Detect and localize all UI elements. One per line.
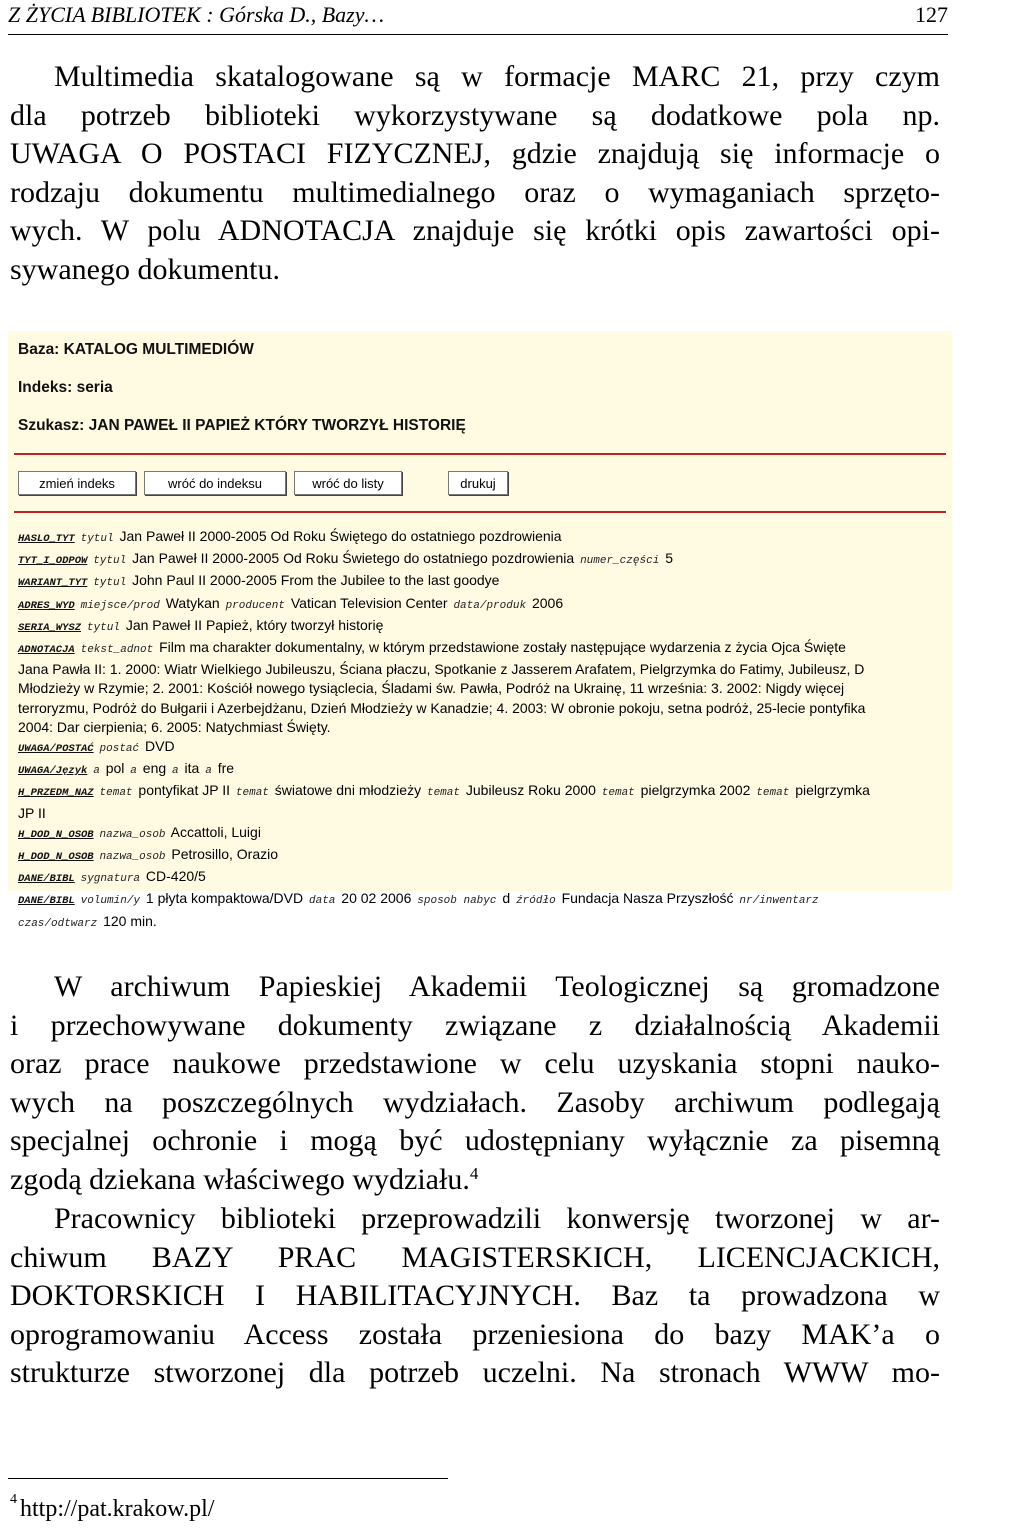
paragraph-line: wych. W polu ADNOTACJA znajduje się krótki opis zawartości opi- <box>10 214 940 248</box>
catalog-record-row <box>18 571 1018 593</box>
paragraph-multimedia <box>10 58 940 290</box>
divider <box>14 511 946 513</box>
back-to-list-button[interactable]: wróć do listy <box>294 471 402 495</box>
catalog-record-row <box>18 616 1018 638</box>
paragraph-line: DOKTORSKICH I HABILITACYJNYCH. Baz ta prowadzona w <box>10 1279 940 1313</box>
catalog-record-row <box>18 823 1018 845</box>
running-header <box>8 0 948 35</box>
paragraph-line-text: zgodą dziekana właściwego wydziału. <box>10 1162 470 1196</box>
catalog-record-row <box>18 549 1018 571</box>
subfield-label: sposob nabyc <box>417 895 497 908</box>
subfield-label: tekst_adnot <box>80 644 154 657</box>
subfield-label: sygnatura <box>80 873 141 886</box>
subfield-value: 1 płyta kompaktowa/DVD <box>145 890 304 907</box>
subfield-value: CD-420/5 <box>145 868 206 885</box>
field-tag: H_PRZEDM_NAZ <box>18 787 94 800</box>
subfield-label: tytul <box>93 577 127 590</box>
subfield-label: a <box>130 765 137 778</box>
catalog-screenshot <box>8 331 952 930</box>
paragraph-line: strukturze stworzonej dla potrzeb uczelni. Na stronach WWW mo- <box>10 1356 940 1390</box>
subfield-value: pielgrzymka 2002 <box>640 782 751 799</box>
catalog-record-row <box>18 527 1018 549</box>
catalog-record-row <box>18 737 1018 759</box>
continuation-text: 120 min. <box>103 912 157 929</box>
paragraph-line: oprogramowaniu Access została przeniesiona do bazy MAK’a o <box>10 1317 940 1351</box>
subfield-value: Jan Paweł II 2000-2005 Od Roku Świetego do ostatniego pozdrowienia <box>132 550 575 567</box>
subfield-label: tytul <box>93 555 127 568</box>
subfield-label: numer_części <box>580 555 660 568</box>
subfield-value: Fundacja Nasza Przyszłość <box>561 890 734 907</box>
catalog-record-list <box>18 527 1018 934</box>
field-tag: UWAGA/POSTAĆ <box>18 743 94 756</box>
print-button[interactable]: drukuj <box>448 471 508 495</box>
footnote <box>10 1492 215 1523</box>
subfield-label: postać <box>99 743 140 756</box>
subfield-label: a <box>93 765 100 778</box>
continuation-text: Młodzieży w Rzymie; 2. 2001: Kościół nowego tysiąclecia, Śladami św. Pawła, Podróż na Ukrainę, 11 września: 3. 2002: Nigdy więcej <box>18 680 845 697</box>
footnote-reference[interactable]: 4 <box>469 1163 479 1183</box>
paragraph-line: W archiwum Papieskiej Akademii Teologicznej są gromadzone <box>54 970 940 1003</box>
field-tag: SERIA_WYSZ <box>18 621 82 634</box>
catalog-record-row <box>18 867 1018 889</box>
subfield-value: eng <box>142 760 167 777</box>
subfield-value: 20 02 2006 <box>341 890 412 907</box>
subfield-value: Accattoli, Luigi <box>170 823 261 840</box>
subfield-label: temat <box>235 787 269 800</box>
subfield-label: producent <box>225 599 285 612</box>
subfield-value: Jan Paweł II 2000-2005 Od Roku Świętego do ostatniego pozdrowienia <box>119 528 562 544</box>
subfield-label: temat <box>601 787 635 800</box>
paragraph-line: wych na poszczególnych wydziałach. Zasoby archiwum podlegają <box>10 1085 940 1119</box>
field-tag: H_DOD_N_OSOB <box>18 851 94 864</box>
footnote-divider <box>8 1478 448 1479</box>
subfield-label: czas/odtwarz <box>18 917 98 930</box>
subfield-label: a <box>172 765 179 778</box>
subfield-value: fre <box>217 760 235 777</box>
catalog-record-row <box>18 718 1018 737</box>
subfield-value: Jubileusz Roku 2000 <box>465 782 596 799</box>
field-tag: HASLO_TYT <box>18 533 75 545</box>
continuation-text: JP II <box>18 804 46 821</box>
field-tag: UWAGA/Język <box>18 765 88 778</box>
subfield-value: pol <box>105 760 125 777</box>
catalog-record-row <box>18 638 1018 660</box>
subfield-value: Jan Paweł II Papież, który tworzył historię <box>125 616 384 633</box>
subfield-label: tytul <box>80 533 114 545</box>
subfield-label: źródło <box>516 895 556 908</box>
field-tag: ADNOTACJA <box>18 644 75 657</box>
subfield-value: ita <box>184 760 200 777</box>
field-tag: WARIANT_TYT <box>18 577 88 590</box>
subfield-value: Watykan <box>165 594 220 611</box>
catalog-search-label: Szukasz: JAN PAWEŁ II PAPIEŻ KTÓRY TWORZYŁ HISTORIĘ <box>18 417 466 434</box>
divider <box>14 453 946 455</box>
field-tag: ADRES_WYD <box>18 599 75 612</box>
paragraph-line: chiwum BAZY PRAC MAGISTERSKICH, LICENCJACKICH, <box>10 1240 940 1274</box>
footnote-link[interactable]: http://pat.krakow.pl/ <box>20 1496 215 1522</box>
paragraph-archive <box>10 968 940 1200</box>
paragraph-conversion <box>10 1200 940 1393</box>
field-tag: DANE/BIBL <box>18 873 75 886</box>
paragraph-line: oraz prace naukowe przedstawione w celu uzyskania stopni nauko- <box>10 1047 940 1081</box>
continuation-text: terroryzmu, Podróż do Bułgarii i Azerbejdżanu, Dzień Młodzieży w Kanadzie; 4. 2003: W obronie pokoju, setna podróż, 25-lecie pontyfika <box>18 699 866 716</box>
paragraph-line: Pracownicy biblioteki przeprowadzili konwersję tworzonej w ar- <box>54 1202 940 1235</box>
subfield-value: pielgrzymka <box>795 782 870 799</box>
subfield-label: nr/inwentarz <box>739 895 819 908</box>
subfield-value: 2006 <box>531 594 564 611</box>
catalog-record-row <box>18 845 1018 867</box>
subfield-value: d <box>502 890 511 907</box>
paragraph-line: i przechowywane dokumenty związane z działalnością Akademii <box>10 1008 940 1042</box>
catalog-record-row <box>18 804 1018 823</box>
paragraph-line: Multimedia skatalogowane są w formacje MARC 21, przy czym <box>54 60 940 93</box>
catalog-record-row <box>18 679 1018 698</box>
field-tag: H_DOD_N_OSOB <box>18 828 94 841</box>
catalog-record-row <box>18 781 1018 803</box>
page-number: 127 <box>915 2 948 27</box>
subfield-label: volumin/y <box>80 895 141 908</box>
catalog-record-row <box>18 594 1018 616</box>
catalog-record-row <box>18 889 1018 911</box>
continuation-text: Jana Pawła II: 1. 2000: Wiatr Wielkiego Jubileuszu, Ściana płaczu, Spotkanie z Jasserem Arafatem, Pielgrzymka do Fatimy, Jubileusz, D <box>18 661 865 678</box>
subfield-label: data <box>309 895 336 908</box>
subfield-label: temat <box>99 787 133 800</box>
paragraph-line <box>10 1161 940 1200</box>
field-tag: TYT_I_ODPOW <box>18 555 88 568</box>
subfield-value: światowe dni młodzieży <box>274 782 422 799</box>
catalog-base-label: Baza: KATALOG MULTIMEDIÓW <box>18 341 254 358</box>
paragraph-line: specjalnej ochronie i mogą być udostępniany wyłącznie za pisemną <box>10 1124 940 1158</box>
paragraph-line: rodzaju dokumentu multimedialnego oraz o wymaganiach sprzęto- <box>10 175 940 209</box>
subfield-value: John Paul II 2000-2005 From the Jubilee to the last goodye <box>132 572 500 589</box>
change-index-button[interactable]: zmień indeks <box>18 471 136 495</box>
subfield-value: Film ma charakter dokumentalny, w którym przedstawione zostały następujące wydarzenia z życia Ojca Święte <box>159 639 846 656</box>
subfield-label: a <box>205 765 212 778</box>
subfield-value: DVD <box>145 738 175 755</box>
subfield-value: Vatican Television Center <box>290 594 448 611</box>
field-tag: DANE/BIBL <box>18 895 75 908</box>
subfield-label: miejsce/prod <box>80 599 160 612</box>
continuation-text: 2004: Dar cierpienia; 6. 2005: Natychmiast Święty. <box>18 718 331 735</box>
catalog-record-row <box>18 759 1018 781</box>
subfield-value: pontyfikat JP II <box>138 782 230 799</box>
subfield-label: nazwa_osob <box>99 851 166 864</box>
catalog-record-row <box>18 699 1018 718</box>
subfield-value: 5 <box>665 550 673 567</box>
subfield-label: tytul <box>86 621 120 634</box>
running-header-title: Z ŻYCIA BIBLIOTEK : Górska D., Bazy… <box>8 2 385 27</box>
subfield-value: Petrosillo, Orazio <box>171 846 279 863</box>
catalog-record-row <box>18 912 1018 934</box>
paragraph-line: dla potrzeb biblioteki wykorzystywane są dodatkowe pola np. <box>10 98 940 132</box>
paragraph-line: UWAGA O POSTACI FIZYCZNEJ, gdzie znajdują się informacje o <box>10 137 940 171</box>
subfield-label: nazwa_osob <box>99 828 166 841</box>
catalog-index-label: Indeks: seria <box>18 379 113 396</box>
catalog-record-row <box>18 660 1018 679</box>
subfield-label: temat <box>756 787 790 800</box>
subfield-label: data/produk <box>453 599 527 612</box>
footnote-number: 4 <box>10 1492 17 1507</box>
paragraph-line: sywanego dokumentu. <box>10 252 280 286</box>
subfield-label: temat <box>426 787 460 800</box>
back-to-index-button[interactable]: wróć do indeksu <box>144 471 286 495</box>
